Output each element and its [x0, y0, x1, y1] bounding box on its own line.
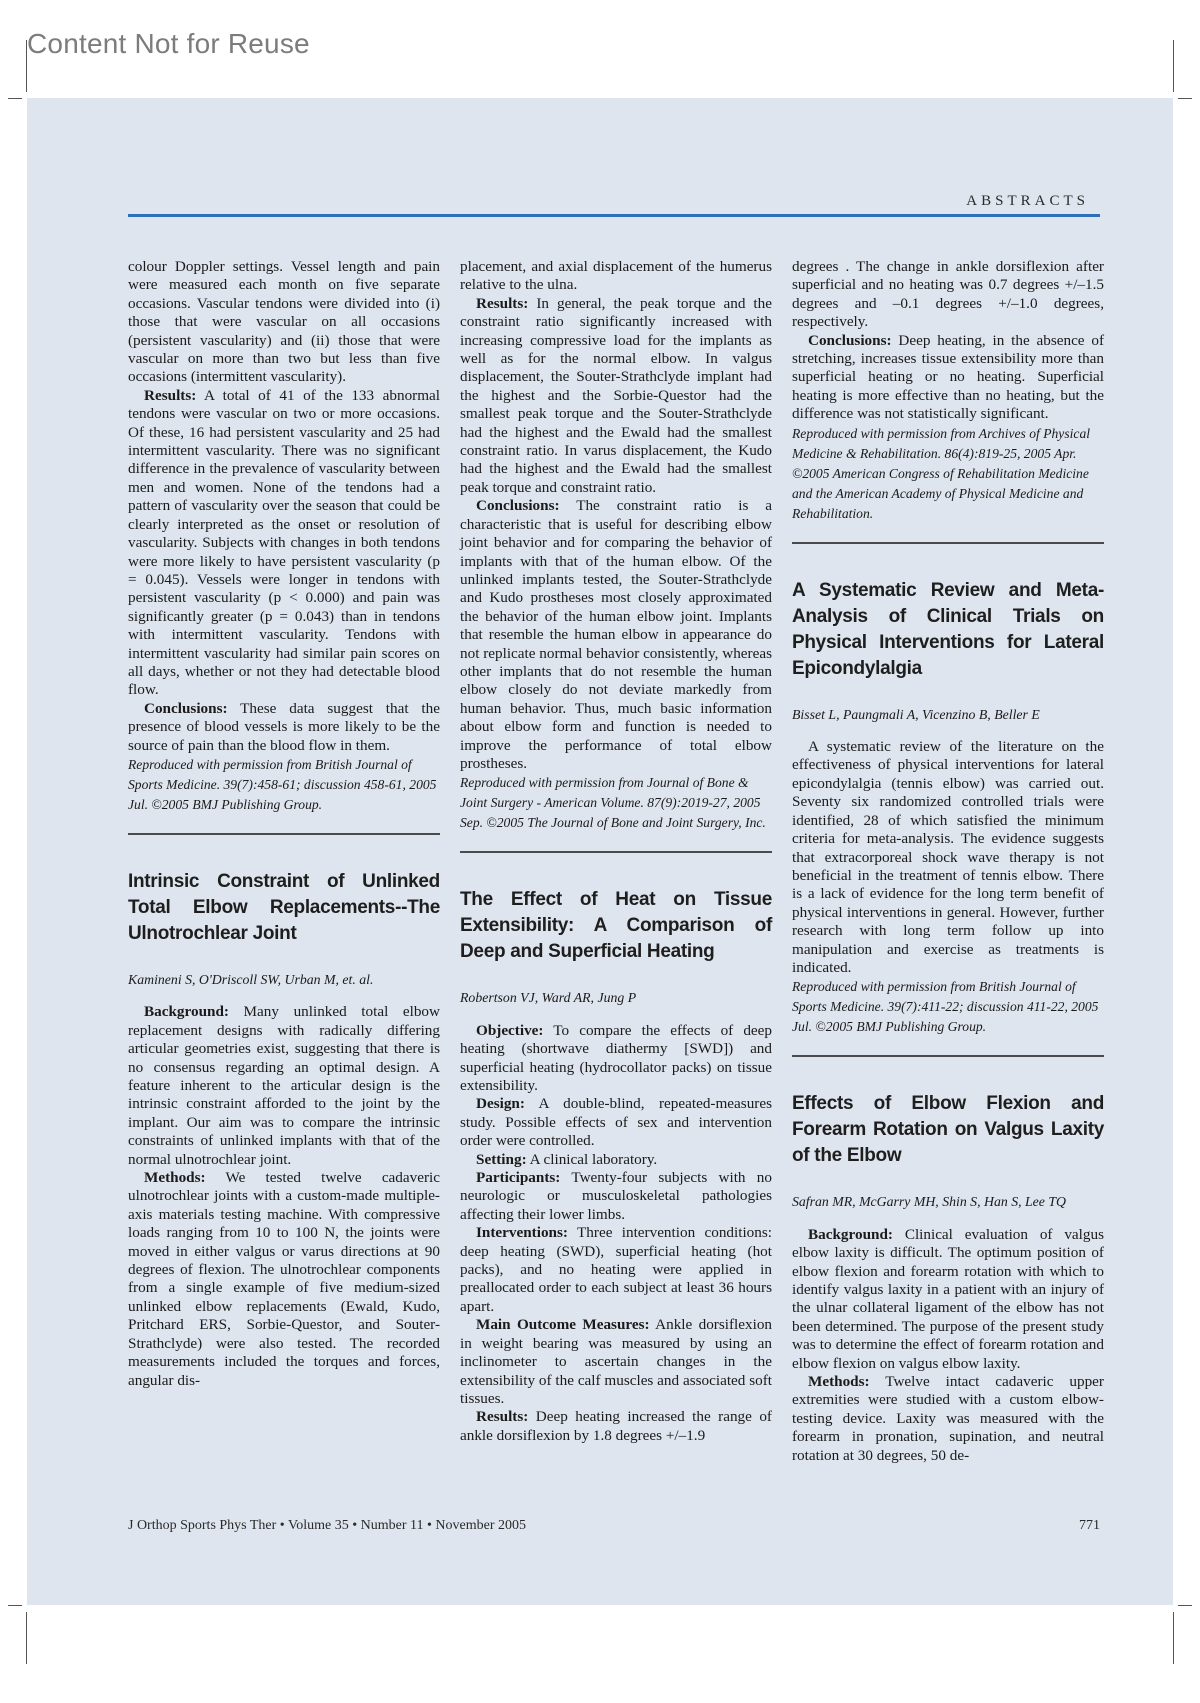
crop-mark-tr-h — [1178, 98, 1192, 99]
reproduction-notice: Reproduced with permission from British Journal of Sports Medicine. 39(7):458-61; discussion 458-61, 2005 Jul. ©2005 BMJ Publishing Group. — [128, 756, 437, 812]
background-heading: Background: — [808, 1225, 893, 1243]
interventions-text: Three intervention conditions: deep heating (SWD), superficial heating (hot packs), and no heating were applied in preallocated order to each subject at least 36 hours apart. — [460, 1224, 772, 1315]
col2-intro: placement, and axial displacement of the humerus relative to the ulna. — [460, 258, 772, 294]
results-text: Deep heating increased the range of ankle dorsiflexion by 1.8 degrees +/–1.9 — [460, 1408, 772, 1444]
column-1 — [128, 258, 440, 1390]
header-rule — [128, 214, 1100, 217]
column-2 — [460, 258, 772, 1445]
objective-paragraph — [460, 1022, 772, 1096]
methods-heading: Methods: — [144, 1169, 206, 1187]
crop-mark-bl-v — [26, 1612, 27, 1664]
design-paragraph — [460, 1095, 772, 1150]
col2-results-paragraph — [460, 295, 772, 497]
interventions-paragraph — [460, 1224, 772, 1316]
article-title: Intrinsic Constraint of Unlinked Total Elbow Replacements--The Ulnotrochlear Joint — [128, 870, 440, 944]
conclusions-heading: Conclusions: — [808, 331, 892, 349]
background-text: Clinical evaluation of valgus elbow laxity is difficult. The optimum position of elbow flexion and forearm rotation with which to identify valgus laxity in a patient with an injury of the ulnar collateral ligament of the elbow has not been determined. The purpose of the present study was to determine the effect of forearm rotation and elbow flexion on valgus elbow laxity. — [792, 1225, 1104, 1372]
article-authors: Robertson VJ, Ward AR, Jung P — [460, 990, 637, 1006]
methods-text: We tested twelve cadaveric ulnotrochlear joints with a custom-made multiple-axis materials testing machine. With compressive loads ranging from 10 to 100 N, the joints were moved in either valgus or varus directions at 90 degrees of flexion. The ulnotrochlear components from a single example of five medium-sized unlinked elbow replacements (Ewald, Kudo, Pritchard ERS, Sorbie-Questor, and Souter-Strathclyde) were also tested. The recorded measurements included the torques and forces, angular dis- — [128, 1169, 440, 1389]
article-divider — [792, 1055, 1104, 1057]
participants-text: Twenty-four subjects with no neurologic or musculoskeletal pathologies affecting their lower limbs. — [460, 1169, 772, 1223]
article-title: The Effect of Heat on Tissue Extensibility: A Comparison of Deep and Superficial Heating — [460, 889, 772, 963]
design-heading: Design: — [476, 1095, 525, 1113]
article-authors: Kamineni S, O'Driscoll SW, Urban M, et. al. — [128, 971, 374, 987]
background-text: Many unlinked total elbow replacement designs with radically differing articular geometries exist, suggesting that there is no consensus regarding an optimal design. A feature inherent to the articular design is the intrinsic constraint afforded to the joint by the implant. Our aim was to compare the intrinsic constraints of unlinked implants with that of the normal ulnotrochlear joint. — [128, 1003, 440, 1168]
article-authors: Safran MR, McGarry MH, Shin S, Han S, Lee TQ — [792, 1194, 1066, 1210]
conclusions-text: Deep heating, in the absence of stretching, increases tissue extensibility more than superficial heating or no heating. Superficial heating is more effective than no heating, but the difference was not statistically significant. — [792, 331, 1104, 423]
crop-mark-tl-v — [26, 40, 27, 92]
section-label: ABSTRACTS — [966, 193, 1089, 209]
background-paragraph — [792, 1226, 1104, 1373]
article-title: A Systematic Review and Meta-Analysis of Clinical Trials on Physical Interventions for Lateral Epicondylalgia — [792, 579, 1104, 679]
journal-citation: J Orthop Sports Phys Ther • Volume 35 • Number 11 • November 2005 — [128, 1518, 527, 1533]
measures-paragraph — [460, 1316, 772, 1408]
column-3 — [792, 258, 1104, 1465]
reproduction-notice: Reproduced with permission from Archives of Physical Medicine & Rehabilitation. 86(4):819-25, 2005 Apr. ©2005 American Congress of Rehabilitation Medicine and the American Academy of Physical Medicine and Rehabilitation. — [792, 425, 1091, 521]
article-title: Effects of Elbow Flexion and Forearm Rotation on Valgus Laxity of the Elbow — [792, 1093, 1104, 1167]
col2-conclusions-paragraph — [460, 497, 772, 773]
conclusions-heading: Conclusions: — [476, 497, 560, 515]
results-heading: Results: — [476, 1408, 529, 1426]
interventions-heading: Interventions: — [476, 1224, 568, 1242]
reproduction-notice: Reproduced with permission from British Journal of Sports Medicine. 39(7):411-22; discussion 411-22, 2005 Jul. ©2005 BMJ Publishing Group. — [792, 979, 1099, 1035]
design-text: A double-blind, repeated-measures study. Possible effects of sex and intervention order were controlled. — [460, 1095, 772, 1150]
crop-mark-tl-h — [8, 98, 22, 99]
methods-paragraph — [128, 1169, 440, 1390]
col1-results-paragraph — [128, 387, 440, 700]
background-paragraph — [128, 1003, 440, 1169]
methods-text: Twelve intact cadaveric upper extremities were studied with a custom elbow-testing device. Laxity was measured with the forearm in pronation, supination, and neutral rotation at 30 degrees, 50 de- — [792, 1373, 1104, 1464]
crop-mark-bl-h — [8, 1605, 22, 1606]
reproduction-notice: Reproduced with permission from Journal of Bone & Joint Surgery - American Volume. 87(9):2019-27, 2005 Sep. ©2005 The Journal of Bone and Joint Surgery, Inc. — [460, 775, 766, 831]
results-text: In general, the peak torque and the constraint ratio significantly increased with increasing compressive load for the implants as well as for the normal elbow. In valgus displacement, the Souter-Strathclyde implant had the highest and the Sorbie-Questor had the smallest peak torque and the Souter-Strathclyde had the highest and the Ewald had the smallest constraint ratio. In varus displacement, the Kudo had the highest and the Ewald had the smallest peak torque and constraint ratio. — [460, 294, 772, 496]
article-divider — [128, 833, 440, 835]
col1-conclusions-paragraph — [128, 700, 440, 755]
conclusions-text: The constraint ratio is a characteristic that is useful for describing elbow joint behavior and for comparing the behavior of implants with that of the human elbow. Of the unlinked implants tested, the Souter-Strathclyde and Kudo prostheses most closely approximated the behavior of the human elbow joint. Implants that resemble the human elbow in appearance do not replicate normal behavior consistently, whereas other implants that do not resemble the human elbow closely do not deviate markedly from human behavior. Thus, much basic information about elbow form and function is needed to improve the performance of total elbow prostheses. — [460, 497, 772, 772]
conclusions-text: These data suggest that the presence of blood vessels is more likely to be the source of pain than the blood flow in them. — [128, 699, 440, 754]
methods-heading: Methods: — [808, 1373, 870, 1390]
methods-paragraph — [792, 1373, 1104, 1465]
setting-text: A clinical laboratory. — [526, 1150, 658, 1168]
article-divider — [460, 851, 772, 853]
crop-mark-br-v — [1173, 1612, 1174, 1664]
measures-heading: Main Outcome Measures: — [476, 1316, 650, 1334]
participants-paragraph — [460, 1169, 772, 1224]
col3-conclusions-paragraph — [792, 332, 1104, 424]
results-paragraph — [460, 1408, 772, 1445]
article-divider — [792, 542, 1104, 544]
background-heading: Background: — [144, 1003, 229, 1021]
participants-heading: Participants: — [476, 1169, 561, 1187]
results-heading: Results: — [476, 294, 529, 312]
results-heading: Results: — [144, 386, 197, 404]
setting-paragraph — [460, 1151, 772, 1169]
objective-text: To compare the effects of deep heating (shortwave diathermy [SWD]) and superficial heating (hydrocollator packs) on tissue extensibility. — [460, 1021, 772, 1094]
objective-heading: Objective: — [476, 1021, 544, 1039]
crop-mark-tr-v — [1173, 40, 1174, 92]
article-authors: Bisset L, Paungmali A, Vicenzino B, Beller E — [792, 706, 1040, 722]
watermark-text: Content Not for Reuse — [27, 28, 310, 59]
crop-mark-br-h — [1178, 1605, 1192, 1606]
results-text: A total of 41 of the 133 abnormal tendons were vascular on two or more occasions. Of these, 16 had persistent vascularity and 25 had intermittent vascularity. There was no significant difference in the prevalence of vascularity between men and women. None of the tendons had a pattern of vascularity over the season that could be clearly interpreted as the onset or resolution of vascularity. Subjects with changes in both tendons were more likely to have persistent vascularity (p = 0.045). Vessels were longer in tendons with persistent vascularity (p < 0.000) and pain was significantly greater (p = 0.043) than in tendons with intermittent vascularity. Tendons with intermittent vascularity had similar pain scores on all days, whether or not they had detectable blood flow. — [128, 386, 440, 699]
col1-intro: colour Doppler settings. Vessel length and pain were measured each month on five separate occasions. Vascular tendons were divided into (i) those that were vascular on all occasions (persistent vascularity) and (ii) those that were vascular on more than two but less than five occasions (intermittent vascularity). — [128, 258, 440, 386]
conclusions-heading: Conclusions: — [144, 699, 228, 717]
setting-heading: Setting: — [476, 1150, 527, 1168]
page-number: 771 — [1079, 1518, 1100, 1533]
col3-intro: degrees . The change in ankle dorsiflexion after superficial and no heating was 0.7 degrees +/–1.5 degrees and –0.1 degrees +/–1.0 degrees, respectively. — [792, 258, 1104, 331]
abstract-body: A systematic review of the literature on the effectiveness of physical interventions for lateral epicondylalgia (tennis elbow) was carried out. Seventy six randomized controlled trials were identified, 28 of which satisfied the minimum criteria for meta-analysis. The evidence suggests that extracorporeal shock wave therapy is not beneficial in the treatment of tennis elbow. There is a lack of evidence for the long term benefit of physical interventions in general. However, further research with long term follow up into manipulation and exercise as treatments is indicated. — [792, 738, 1104, 976]
measures-text: Ankle dorsiflexion in weight bearing was measured by using an inclinometer to ascertain changes in the extensibility of the calf muscles and associated soft tissues. — [460, 1316, 773, 1407]
